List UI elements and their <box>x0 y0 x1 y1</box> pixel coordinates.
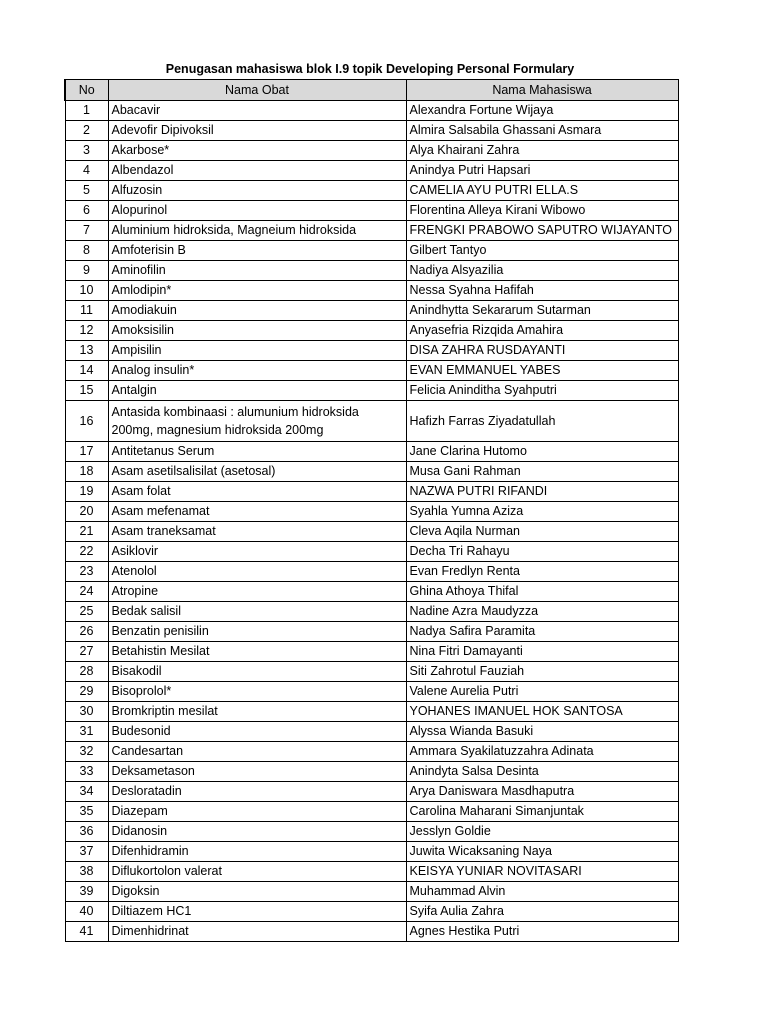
table-row <box>65 902 678 922</box>
student-name-cell: Felicia Aninditha Syahputri <box>406 381 678 401</box>
row-number: 16 <box>65 401 108 442</box>
student-name-cell: DISA ZAHRA RUSDAYANTI <box>406 341 678 361</box>
table-row <box>65 221 678 241</box>
drug-name-cell: Antalgin <box>108 381 406 401</box>
row-number: 6 <box>65 201 108 221</box>
student-name-cell: Carolina Maharani Simanjuntak <box>406 802 678 822</box>
table-row <box>65 442 678 462</box>
table-row <box>65 401 678 442</box>
table-row <box>65 321 678 341</box>
row-number: 29 <box>65 682 108 702</box>
drug-name-cell: Deksametason <box>108 762 406 782</box>
drug-name-cell: Bisakodil <box>108 662 406 682</box>
drug-name-cell: Difenhidramin <box>108 842 406 862</box>
student-name-cell: Ammara Syakilatuzzahra Adinata <box>406 742 678 762</box>
student-name-cell: Nadine Azra Maudyzza <box>406 602 678 622</box>
row-number: 10 <box>65 281 108 301</box>
column-header-nama-obat: Nama Obat <box>108 80 406 101</box>
table-row <box>65 722 678 742</box>
row-number: 8 <box>65 241 108 261</box>
table-row <box>65 742 678 762</box>
student-name-cell: Alyssa Wianda Basuki <box>406 722 678 742</box>
table-row <box>65 582 678 602</box>
table-row <box>65 181 678 201</box>
table-row <box>65 922 678 942</box>
table-row <box>65 662 678 682</box>
drug-name-cell: Diltiazem HC1 <box>108 902 406 922</box>
row-number: 35 <box>65 802 108 822</box>
row-number: 21 <box>65 522 108 542</box>
table-row <box>65 502 678 522</box>
row-number: 28 <box>65 662 108 682</box>
drug-name-cell: Diflukortolon valerat <box>108 862 406 882</box>
row-number: 20 <box>65 502 108 522</box>
drug-name-cell: Diazepam <box>108 802 406 822</box>
student-name-cell: Gilbert Tantyo <box>406 241 678 261</box>
student-name-cell: Cleva Aqila Nurman <box>406 522 678 542</box>
drug-name-cell: Abacavir <box>108 101 406 121</box>
drug-name-cell: Candesartan <box>108 742 406 762</box>
row-number: 9 <box>65 261 108 281</box>
student-name-cell: Syahla Yumna Aziza <box>406 502 678 522</box>
row-number: 37 <box>65 842 108 862</box>
row-number: 25 <box>65 602 108 622</box>
row-number: 32 <box>65 742 108 762</box>
drug-name-cell: Alopurinol <box>108 201 406 221</box>
row-number: 33 <box>65 762 108 782</box>
row-number: 23 <box>65 562 108 582</box>
student-name-cell: Syifa Aulia Zahra <box>406 902 678 922</box>
table-row <box>65 522 678 542</box>
table-row <box>65 762 678 782</box>
student-name-cell: Nina Fitri Damayanti <box>406 642 678 662</box>
table-row <box>65 822 678 842</box>
row-number: 17 <box>65 442 108 462</box>
student-name-cell: Jesslyn Goldie <box>406 822 678 842</box>
table-body <box>65 101 678 942</box>
student-name-cell: Nadiya Alsyazilia <box>406 261 678 281</box>
column-header-no: No <box>65 80 108 101</box>
row-number: 14 <box>65 361 108 381</box>
student-name-cell: Anyasefria Rizqida Amahira <box>406 321 678 341</box>
row-number: 11 <box>65 301 108 321</box>
column-header-nama-mahasiswa: Nama Mahasiswa <box>406 80 678 101</box>
row-number: 7 <box>65 221 108 241</box>
drug-name-cell: Bedak salisil <box>108 602 406 622</box>
drug-name-cell: Aminofilin <box>108 261 406 281</box>
student-name-cell: Valene Aurelia Putri <box>406 682 678 702</box>
student-name-cell: Musa Gani Rahman <box>406 462 678 482</box>
table-row <box>65 642 678 662</box>
table-row <box>65 301 678 321</box>
student-name-cell: Juwita Wicaksaning Naya <box>406 842 678 862</box>
header-row <box>65 80 678 101</box>
drug-name-cell: Budesonid <box>108 722 406 742</box>
student-name-cell: KEISYA YUNIAR NOVITASARI <box>406 862 678 882</box>
student-name-cell: CAMELIA AYU PUTRI ELLA.S <box>406 181 678 201</box>
student-name-cell: Anindhytta Sekararum Sutarman <box>406 301 678 321</box>
table-row <box>65 882 678 902</box>
drug-name-cell: Asam asetilsalisilat (asetosal) <box>108 462 406 482</box>
table-row <box>65 622 678 642</box>
drug-name-cell: Amfoterisin B <box>108 241 406 261</box>
table-row <box>65 141 678 161</box>
table-row <box>65 702 678 722</box>
table-row <box>65 161 678 181</box>
table-row <box>65 842 678 862</box>
drug-name-cell: Adevofir Dipivoksil <box>108 121 406 141</box>
table-row <box>65 602 678 622</box>
student-name-cell: Siti Zahrotul Fauziah <box>406 662 678 682</box>
drug-name-cell: Antasida kombinaasi : alumunium hidroksida 200mg, magnesium hidroksida 200mg <box>108 401 406 442</box>
table-row <box>65 121 678 141</box>
table-row <box>65 241 678 261</box>
drug-name-cell: Benzatin penisilin <box>108 622 406 642</box>
row-number: 27 <box>65 642 108 662</box>
student-name-cell: Jane Clarina Hutomo <box>406 442 678 462</box>
row-number: 40 <box>65 902 108 922</box>
student-name-cell: Muhammad Alvin <box>406 882 678 902</box>
row-number: 3 <box>65 141 108 161</box>
row-number: 13 <box>65 341 108 361</box>
student-name-cell: EVAN EMMANUEL YABES <box>406 361 678 381</box>
drug-name-cell: Analog insulin* <box>108 361 406 381</box>
drug-name-cell: Dimenhidrinat <box>108 922 406 942</box>
row-number: 22 <box>65 542 108 562</box>
table-row <box>65 542 678 562</box>
student-name-cell: Evan Fredlyn Renta <box>406 562 678 582</box>
drug-name-cell: Amoksisilin <box>108 321 406 341</box>
table-row <box>65 201 678 221</box>
table-row <box>65 802 678 822</box>
table-row <box>65 281 678 301</box>
row-number: 38 <box>65 862 108 882</box>
table-row <box>65 682 678 702</box>
student-name-cell: Nadya Safira Paramita <box>406 622 678 642</box>
row-number: 18 <box>65 462 108 482</box>
drug-name-cell: Antitetanus Serum <box>108 442 406 462</box>
drug-name-cell: Albendazol <box>108 161 406 181</box>
table-row <box>65 862 678 882</box>
student-name-cell: Decha Tri Rahayu <box>406 542 678 562</box>
student-name-cell: Hafizh Farras Ziyadatullah <box>406 401 678 442</box>
row-number: 31 <box>65 722 108 742</box>
student-name-cell: Ghina Athoya Thifal <box>406 582 678 602</box>
student-name-cell: Agnes Hestika Putri <box>406 922 678 942</box>
student-name-cell: Alya Khairani Zahra <box>406 141 678 161</box>
drug-name-cell: Amodiakuin <box>108 301 406 321</box>
student-name-cell: NAZWA PUTRI RIFANDI <box>406 482 678 502</box>
row-number: 5 <box>65 181 108 201</box>
row-number: 19 <box>65 482 108 502</box>
drug-name-cell: Betahistin Mesilat <box>108 642 406 662</box>
table-row <box>65 341 678 361</box>
student-name-cell: YOHANES IMANUEL HOK SANTOSA <box>406 702 678 722</box>
student-name-cell: Alexandra Fortune Wijaya <box>406 101 678 121</box>
drug-name-cell: Amlodipin* <box>108 281 406 301</box>
drug-name-cell: Alfuzosin <box>108 181 406 201</box>
drug-name-cell: Akarbose* <box>108 141 406 161</box>
student-name-cell: Arya Daniswara Masdhaputra <box>406 782 678 802</box>
row-number: 2 <box>65 121 108 141</box>
row-number: 4 <box>65 161 108 181</box>
table-row <box>65 101 678 121</box>
row-number: 36 <box>65 822 108 842</box>
drug-name-cell: Bisoprolol* <box>108 682 406 702</box>
row-number: 30 <box>65 702 108 722</box>
drug-name-cell: Ampisilin <box>108 341 406 361</box>
drug-name-cell: Aluminium hidroksida, Magneium hidroksida <box>108 221 406 241</box>
row-number: 1 <box>65 101 108 121</box>
row-number: 15 <box>65 381 108 401</box>
drug-name-cell: Desloratadin <box>108 782 406 802</box>
row-number: 24 <box>65 582 108 602</box>
table-row <box>65 782 678 802</box>
drug-name-cell: Atropine <box>108 582 406 602</box>
row-number: 12 <box>65 321 108 341</box>
drug-name-cell: Atenolol <box>108 562 406 582</box>
assignment-table <box>64 79 679 942</box>
table-row <box>65 261 678 281</box>
student-name-cell: Anindya Putri Hapsari <box>406 161 678 181</box>
table-row <box>65 482 678 502</box>
table-row <box>65 361 678 381</box>
drug-name-cell: Bromkriptin mesilat <box>108 702 406 722</box>
table-row <box>65 462 678 482</box>
student-name-cell: Nessa Syahna Hafifah <box>406 281 678 301</box>
student-name-cell: Florentina Alleya Kirani Wibowo <box>406 201 678 221</box>
row-number: 26 <box>65 622 108 642</box>
drug-name-cell: Asam mefenamat <box>108 502 406 522</box>
page-title: Penugasan mahasiswa blok I.9 topik Developing Personal Formulary <box>165 62 575 76</box>
drug-name-cell: Asiklovir <box>108 542 406 562</box>
row-number: 34 <box>65 782 108 802</box>
table-row <box>65 381 678 401</box>
drug-name-cell: Asam folat <box>108 482 406 502</box>
row-number: 41 <box>65 922 108 942</box>
drug-name-cell: Digoksin <box>108 882 406 902</box>
student-name-cell: Almira Salsabila Ghassani Asmara <box>406 121 678 141</box>
student-name-cell: FRENGKI PRABOWO SAPUTRO WIJAYANTO <box>406 221 678 241</box>
student-name-cell: Anindyta Salsa Desinta <box>406 762 678 782</box>
drug-name-cell: Didanosin <box>108 822 406 842</box>
drug-name-cell: Asam traneksamat <box>108 522 406 542</box>
row-number: 39 <box>65 882 108 902</box>
table-row <box>65 562 678 582</box>
